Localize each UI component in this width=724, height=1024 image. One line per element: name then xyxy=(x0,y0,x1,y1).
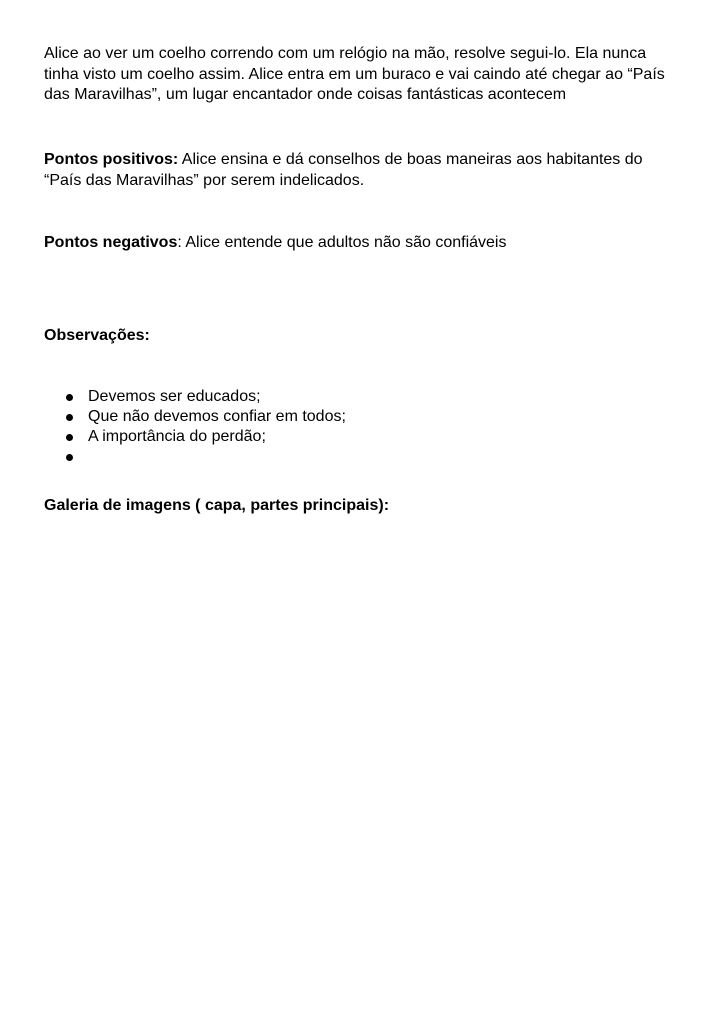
positive-points-label: Pontos positivos: xyxy=(44,151,179,168)
bullet-icon xyxy=(66,454,73,461)
gallery-heading-text: Galeria de imagens ( capa, partes principais): xyxy=(44,497,390,514)
list-item-text: A importância do perdão; xyxy=(88,428,266,445)
list-item xyxy=(62,387,346,407)
observations-list xyxy=(62,387,346,467)
list-item-text: Devemos ser educados; xyxy=(88,388,261,405)
list-item xyxy=(62,407,346,427)
list-item-text: Que não devemos confiar em todos; xyxy=(88,408,346,425)
bullet-icon xyxy=(66,434,73,441)
bullet-icon xyxy=(66,414,73,421)
observations-heading xyxy=(44,326,684,347)
list-item xyxy=(62,427,346,447)
positive-points-paragraph xyxy=(44,150,684,191)
negative-points-paragraph xyxy=(44,233,684,254)
observations-heading-text: Observações: xyxy=(44,327,150,344)
list-item xyxy=(62,447,346,467)
negative-points-text: : Alice entende que adultos não são confiáveis xyxy=(177,234,507,251)
intro-paragraph: Alice ao ver um coelho correndo com um relógio na mão, resolve segui-lo. Ela nunca tinha visto um coelho assim. Alice entra em um buraco e vai caindo até chegar ao “País das Maravilhas”, um lugar encantador onde coisas fantásticas acontecem xyxy=(44,45,665,103)
gallery-heading xyxy=(44,496,684,517)
negative-points-label: Pontos negativos xyxy=(44,234,178,251)
bullet-icon xyxy=(66,394,73,401)
positive-points-text: Alice ensina e dá conselhos de boas maneiras aos habitantes do “País das Maravilhas” por serem indelicados. xyxy=(44,151,643,189)
